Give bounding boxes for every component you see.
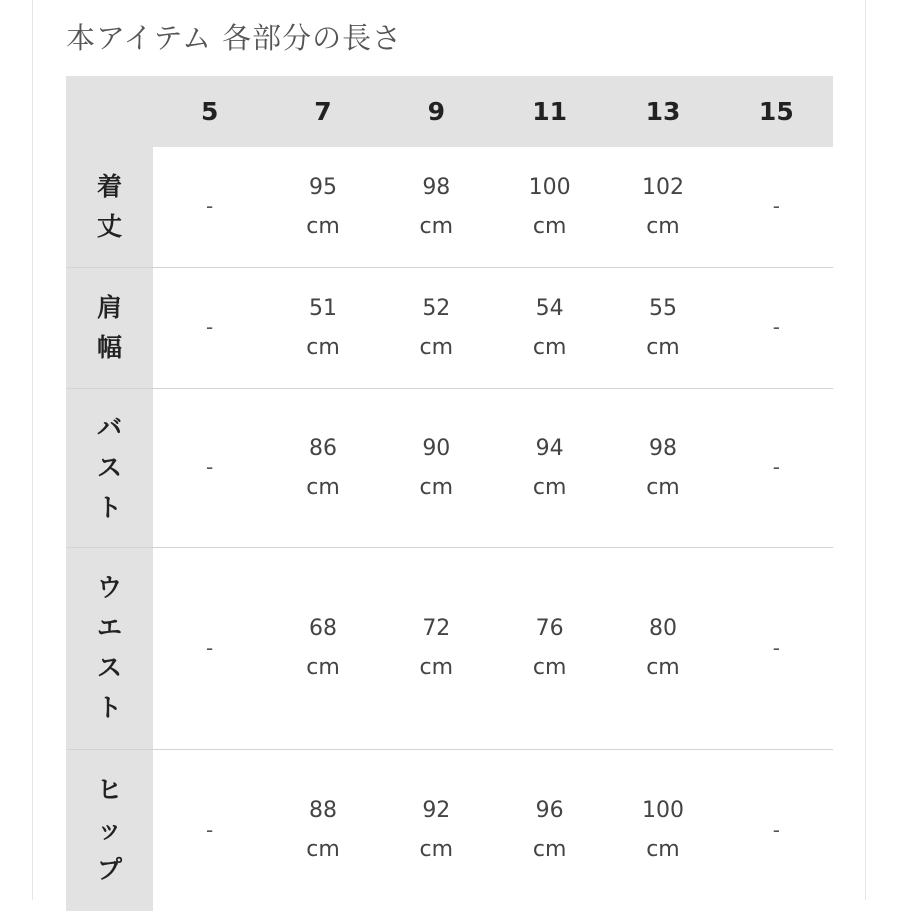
row-header: [66, 267, 153, 388]
measurement-unit: cm: [419, 474, 454, 500]
table-cell: [606, 388, 719, 547]
measurement-value: 98: [422, 174, 451, 200]
size-header: 5: [153, 76, 266, 147]
measurement-unit: cm: [419, 334, 454, 360]
table-cell: [266, 547, 379, 749]
table-cell: [720, 267, 833, 388]
measurement-value: 86: [308, 435, 337, 461]
measurement-value: 52: [422, 295, 451, 321]
empty-value-dash: -: [772, 635, 780, 660]
measurement-unit: cm: [532, 474, 567, 500]
table-cell: [380, 388, 493, 547]
table-cell: [493, 388, 606, 547]
row-label: 着丈: [96, 171, 122, 241]
row-header: [66, 147, 153, 267]
measurement-unit: cm: [532, 213, 567, 239]
table-cell: [266, 267, 379, 388]
table-cell: [720, 147, 833, 267]
measurement-unit: cm: [646, 655, 680, 680]
row-label: ヒップ: [96, 775, 122, 885]
measurement-value: 51: [308, 295, 337, 321]
measurement-value: 94: [535, 435, 564, 461]
table-cell: [380, 267, 493, 388]
measurement-unit: cm: [646, 334, 680, 360]
table-cell: [493, 749, 606, 911]
table-row: [66, 267, 833, 388]
measurement-value: 95: [308, 174, 337, 200]
measurement-unit: cm: [306, 474, 340, 500]
table-cell: [153, 749, 266, 911]
table-cell: [153, 388, 266, 547]
measurement-unit: cm: [419, 837, 454, 863]
measurement-value: 72: [422, 616, 451, 641]
size-header: 7: [266, 76, 379, 147]
table-row: [66, 147, 833, 267]
table-cell: [606, 547, 719, 749]
empty-value-dash: -: [772, 194, 780, 219]
measurement-value: 54: [535, 295, 564, 321]
table-cell: [266, 749, 379, 911]
measurement-value: 98: [648, 435, 677, 461]
measurement-unit: cm: [646, 213, 680, 239]
row-label: バスト: [96, 412, 122, 522]
table-cell: [493, 147, 606, 267]
row-label: 肩幅: [96, 292, 122, 362]
measurement-value: 90: [422, 435, 451, 461]
empty-value-dash: -: [772, 455, 780, 479]
measurement-unit: cm: [532, 837, 567, 863]
measurement-unit: cm: [419, 213, 454, 239]
row-header: [66, 547, 153, 749]
header-row: [66, 76, 833, 147]
measurement-unit: cm: [646, 837, 680, 863]
measurement-unit: cm: [419, 655, 454, 680]
measurement-unit: cm: [532, 655, 567, 680]
measurement-unit: cm: [306, 334, 340, 360]
table-cell: [380, 147, 493, 267]
table-row: [66, 388, 833, 547]
table-cell: [720, 749, 833, 911]
measurement-unit: cm: [306, 213, 340, 239]
page-title: 本アイテム 各部分の長さ: [66, 21, 403, 55]
table-cell: [493, 547, 606, 749]
row-header: [66, 388, 153, 547]
table-cell: [266, 147, 379, 267]
measurement-value: 102: [641, 174, 684, 200]
table-cell: [153, 147, 266, 267]
table-row: [66, 547, 833, 749]
table-cell: [720, 547, 833, 749]
table-cell: [266, 388, 379, 547]
measurement-value: 96: [535, 798, 564, 824]
table-cell: [380, 749, 493, 911]
size-header: 13: [606, 76, 719, 147]
size-header: 15: [720, 76, 833, 147]
empty-value-dash: -: [772, 817, 780, 842]
empty-value-dash: -: [206, 817, 214, 842]
measurement-value: 100: [528, 174, 571, 200]
row-header: [66, 749, 153, 911]
empty-value-dash: -: [772, 315, 780, 339]
measurement-value: 55: [648, 295, 677, 321]
empty-value-dash: -: [206, 635, 214, 660]
empty-value-dash: -: [206, 455, 214, 479]
table-cell: [606, 147, 719, 267]
table-cell: [493, 267, 606, 388]
measurement-unit: cm: [532, 334, 567, 360]
measurement-value: 68: [308, 616, 337, 641]
table-cell: [153, 547, 266, 749]
measurement-value: 80: [648, 616, 677, 641]
row-label: ウエスト: [96, 573, 122, 722]
measurement-unit: cm: [306, 837, 340, 863]
measurement-value: 92: [422, 798, 451, 824]
measurement-unit: cm: [646, 474, 680, 500]
empty-value-dash: -: [206, 194, 214, 219]
size-header: 11: [493, 76, 606, 147]
table-cell: [606, 749, 719, 911]
measurement-value: 100: [641, 798, 684, 824]
table-cell: [380, 547, 493, 749]
table-row: [66, 749, 833, 911]
table-cell: [606, 267, 719, 388]
size-table: [66, 76, 833, 911]
measurement-value: 88: [308, 798, 337, 824]
empty-value-dash: -: [206, 315, 214, 339]
header-corner: [66, 76, 153, 147]
table-cell: [153, 267, 266, 388]
size-header: 9: [380, 76, 493, 147]
table-cell: [720, 388, 833, 547]
measurement-value: 76: [535, 616, 564, 641]
measurement-unit: cm: [306, 655, 340, 680]
